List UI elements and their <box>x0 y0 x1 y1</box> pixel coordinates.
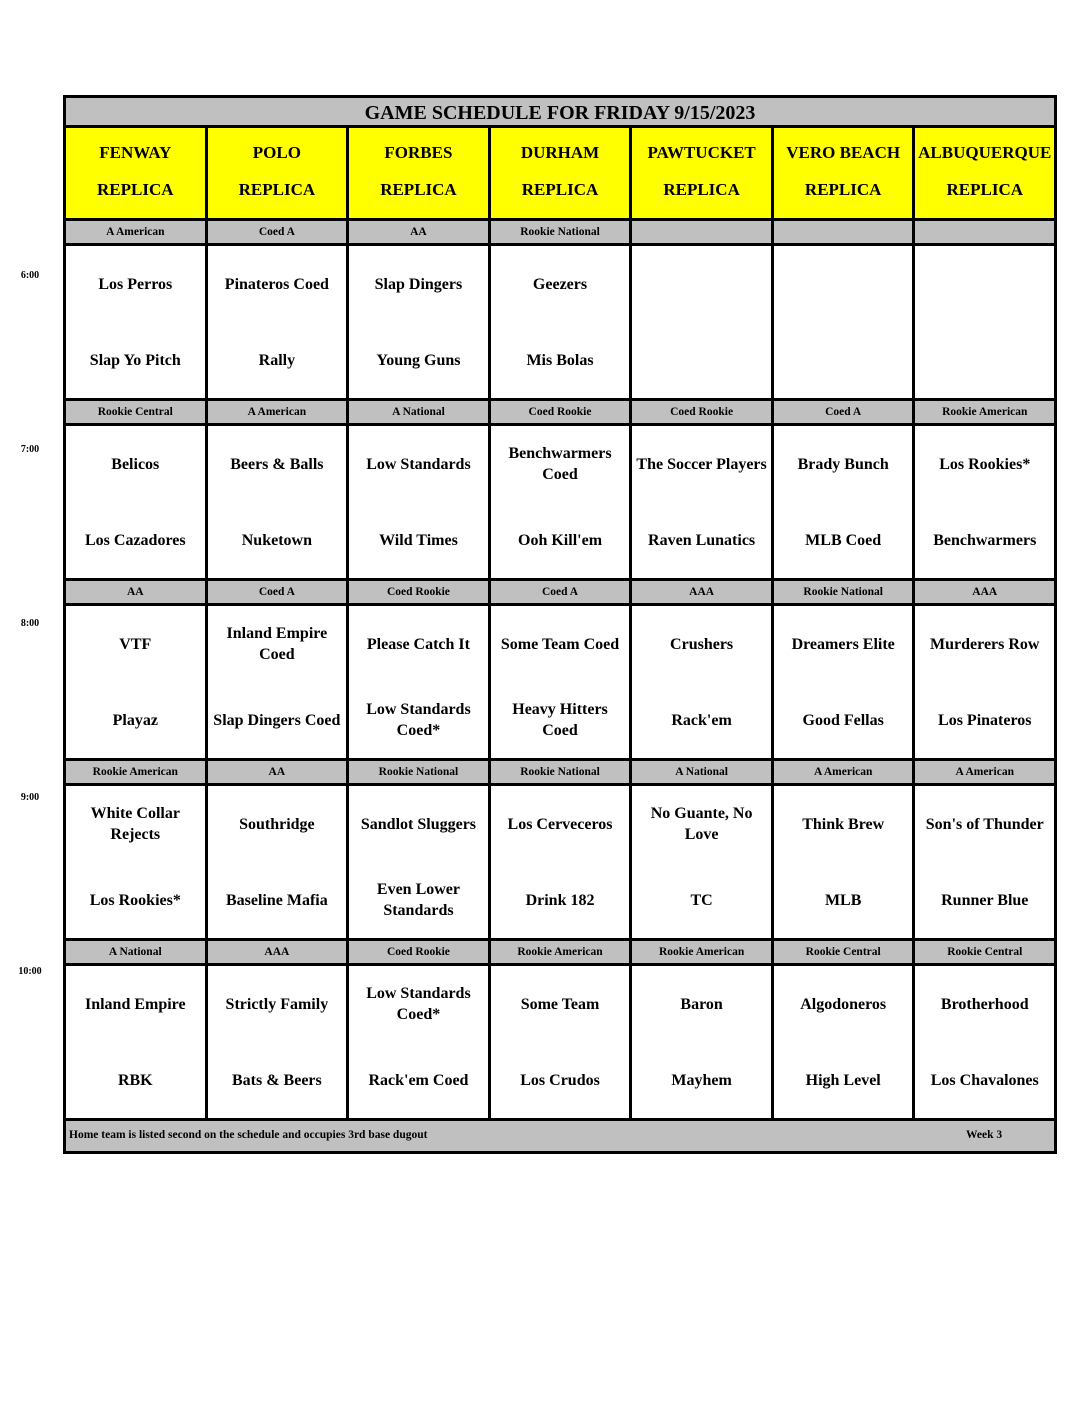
field-sub: REPLICA <box>238 179 316 199</box>
home-team: Nuketown <box>241 531 312 549</box>
home-team: RBK <box>117 1071 153 1089</box>
home-team: MLB <box>824 891 862 909</box>
division-row <box>66 401 1054 426</box>
game-cell <box>632 786 774 938</box>
field-header-pawtucket <box>632 128 774 218</box>
division-label: Rookie Central <box>774 941 916 963</box>
field-sub: REPLICA <box>663 179 740 199</box>
away-team: Please Catch It <box>366 635 470 653</box>
away-team: Low Standards Coed* <box>366 985 471 1023</box>
game-cell <box>774 246 916 398</box>
away-team: Strictly Family <box>225 995 329 1013</box>
away-team: Son's of Thunder <box>925 815 1044 833</box>
away-team: White Collar Rejects <box>90 805 180 843</box>
home-team: High Level <box>805 1071 881 1089</box>
game-row <box>66 426 1054 581</box>
game-cell <box>208 246 350 398</box>
away-team: Think Brew <box>802 815 885 833</box>
game-cell <box>349 966 491 1118</box>
division-label: Coed A <box>208 581 350 603</box>
home-team: Raven Lunatics <box>648 531 756 549</box>
game-cell <box>208 606 350 758</box>
home-team: Low Standards Coed* <box>366 701 471 739</box>
away-team: Some Team <box>520 995 600 1013</box>
game-cell <box>632 606 774 758</box>
home-team: Young Guns <box>376 351 461 369</box>
division-label: A American <box>915 761 1054 783</box>
home-team: Heavy Hitters Coed <box>512 701 608 739</box>
game-cell <box>66 966 208 1118</box>
division-label: Rookie Central <box>915 941 1054 963</box>
away-team: Brotherhood <box>940 995 1029 1013</box>
away-team: Baron <box>680 995 723 1013</box>
time-label: 6:00 <box>20 270 40 281</box>
home-team: Runner Blue <box>941 891 1029 909</box>
away-team: Murderers Row <box>930 635 1040 653</box>
away-team: Some Team Coed <box>500 635 620 653</box>
home-team: Los Rookies* <box>89 891 181 909</box>
home-team: Rally <box>258 351 296 369</box>
schedule-footer <box>66 1121 1054 1151</box>
division-label: Rookie National <box>349 761 491 783</box>
home-team: Los Crudos <box>520 1071 600 1089</box>
away-team: VTF <box>119 635 152 653</box>
division-label: A National <box>632 761 774 783</box>
game-row <box>66 606 1054 761</box>
footer-note: Home team is listed second on the schedule and occupies 3rd base dugout <box>69 1129 428 1141</box>
game-cell <box>208 426 350 578</box>
field-header-fenway <box>66 128 208 218</box>
home-team: Benchwarmers <box>933 531 1037 549</box>
division-label: Rookie American <box>491 941 633 963</box>
game-cell <box>349 786 491 938</box>
division-label: A American <box>208 401 350 423</box>
game-cell <box>915 786 1054 938</box>
time-label: 10:00 <box>18 966 42 977</box>
field-name: ALBUQUERQUE <box>918 142 1052 162</box>
field-sub: REPLICA <box>946 179 1024 199</box>
away-team: Los Rookies* <box>939 455 1031 473</box>
game-cell <box>66 786 208 938</box>
game-cell <box>208 786 350 938</box>
game-cell <box>774 426 916 578</box>
away-team: Beers & Balls <box>230 455 324 473</box>
game-cell <box>208 966 350 1118</box>
home-team: Drink 182 <box>525 891 595 909</box>
away-team: Inland Empire Coed <box>226 625 328 663</box>
schedule-title: GAME SCHEDULE FOR FRIDAY 9/15/2023 <box>66 98 1054 128</box>
division-label: A National <box>66 941 208 963</box>
game-cell <box>66 606 208 758</box>
division-label <box>915 221 1054 243</box>
field-header-albuquerque <box>915 128 1054 218</box>
home-team: Playaz <box>112 711 158 729</box>
game-cell <box>915 606 1054 758</box>
division-label: AA <box>66 581 208 603</box>
time-label: 8:00 <box>20 618 40 629</box>
field-sub: REPLICA <box>521 179 599 199</box>
away-team: Los Cerveceros <box>507 815 613 833</box>
home-team: Even Lower Standards <box>376 881 460 919</box>
home-team: TC <box>690 891 713 909</box>
game-cell <box>491 966 633 1118</box>
home-team <box>634 322 769 398</box>
field-name: PAWTUCKET <box>647 142 756 162</box>
division-row <box>66 581 1054 606</box>
away-team: Sandlot Sluggers <box>360 815 477 833</box>
field-header-row <box>66 128 1054 221</box>
away-team: Brady Bunch <box>797 455 889 473</box>
field-name: FENWAY <box>99 142 172 162</box>
field-sub: REPLICA <box>97 179 174 199</box>
game-cell <box>632 966 774 1118</box>
division-label: Rookie American <box>66 761 208 783</box>
home-team: Los Pinateros <box>938 711 1032 729</box>
home-team: Los Chavalones <box>930 1071 1039 1089</box>
away-team: Crushers <box>670 635 734 653</box>
game-cell <box>491 786 633 938</box>
home-team <box>776 322 911 398</box>
division-label: AA <box>208 761 350 783</box>
division-label: Rookie National <box>774 581 916 603</box>
division-label: Coed A <box>774 401 916 423</box>
game-cell <box>632 246 774 398</box>
division-label: Rookie American <box>632 941 774 963</box>
game-cell <box>491 426 633 578</box>
division-row <box>66 221 1054 246</box>
field-header-forbes <box>349 128 491 218</box>
division-label: A National <box>349 401 491 423</box>
home-team: Mis Bolas <box>526 351 594 369</box>
division-label: Rookie National <box>491 221 633 243</box>
field-name: FORBES <box>384 142 453 162</box>
away-team: Slap Dingers <box>374 275 463 293</box>
division-label: Rookie Central <box>66 401 208 423</box>
field-sub: REPLICA <box>380 179 457 199</box>
away-team: Belicos <box>111 455 160 473</box>
division-label: Rookie National <box>491 761 633 783</box>
away-team: Inland Empire <box>84 995 186 1013</box>
game-row <box>66 786 1054 941</box>
division-label: Coed A <box>491 581 633 603</box>
division-label: A American <box>774 761 916 783</box>
game-cell <box>915 426 1054 578</box>
field-header-polo <box>208 128 350 218</box>
division-label: AAA <box>632 581 774 603</box>
away-team: Southridge <box>239 815 315 833</box>
home-team: Rack'em <box>671 711 732 729</box>
away-team: Low Standards <box>366 455 471 473</box>
division-label: AA <box>349 221 491 243</box>
away-team: No Guante, No Love <box>650 805 753 843</box>
field-header-vero-beach <box>774 128 916 218</box>
game-cell <box>774 786 916 938</box>
schedule-table <box>63 95 1057 1154</box>
away-team <box>776 246 911 322</box>
home-team: Ooh Kill'em <box>518 531 603 549</box>
division-label: A American <box>66 221 208 243</box>
footer-week: Week 3 <box>966 1129 1003 1141</box>
home-team: Baseline Mafia <box>225 891 328 909</box>
away-team: The Soccer Players <box>636 455 767 473</box>
game-cell <box>915 966 1054 1118</box>
game-row <box>66 966 1054 1121</box>
field-name: DURHAM <box>520 142 600 162</box>
game-cell <box>349 426 491 578</box>
away-team <box>634 246 769 322</box>
away-team: Benchwarmers Coed <box>508 445 612 483</box>
away-team <box>917 246 1052 322</box>
division-label: Rookie American <box>915 401 1054 423</box>
game-cell <box>66 426 208 578</box>
field-name: POLO <box>252 142 301 162</box>
home-team: Bats & Beers <box>231 1071 322 1089</box>
away-team: Dreamers Elite <box>791 635 895 653</box>
division-label: Coed A <box>208 221 350 243</box>
game-cell <box>349 606 491 758</box>
division-label <box>774 221 916 243</box>
away-team: Algodoneros <box>800 995 887 1013</box>
away-team: Pinateros Coed <box>224 275 329 293</box>
game-cell <box>491 606 633 758</box>
time-slots <box>66 221 1054 1121</box>
home-team: Los Cazadores <box>84 531 186 549</box>
away-team: Geezers <box>532 275 588 293</box>
field-header-durham <box>491 128 633 218</box>
home-team: Slap Yo Pitch <box>89 351 181 369</box>
away-team: Los Perros <box>98 275 173 293</box>
home-team <box>917 322 1052 398</box>
division-label: Coed Rookie <box>491 401 633 423</box>
time-label: 9:00 <box>20 792 40 803</box>
game-cell <box>349 246 491 398</box>
game-cell <box>774 606 916 758</box>
division-label: Coed Rookie <box>632 401 774 423</box>
home-team: Slap Dingers Coed <box>213 711 341 729</box>
game-cell <box>66 246 208 398</box>
game-row <box>66 246 1054 401</box>
home-team: Wild Times <box>379 531 458 549</box>
game-cell <box>632 426 774 578</box>
division-label: Coed Rookie <box>349 581 491 603</box>
field-sub: REPLICA <box>804 179 882 199</box>
field-name: VERO BEACH <box>786 142 901 162</box>
division-label: AAA <box>208 941 350 963</box>
home-team: Mayhem <box>671 1071 732 1089</box>
home-team: Rack'em Coed <box>368 1071 469 1089</box>
home-team: Good Fellas <box>802 711 884 729</box>
division-label: AAA <box>915 581 1054 603</box>
home-team: MLB Coed <box>805 531 882 549</box>
game-cell <box>915 246 1054 398</box>
game-cell <box>491 246 633 398</box>
division-row <box>66 761 1054 786</box>
division-label <box>632 221 774 243</box>
game-cell <box>774 966 916 1118</box>
time-label: 7:00 <box>20 444 40 455</box>
division-label: Coed Rookie <box>349 941 491 963</box>
division-row <box>66 941 1054 966</box>
